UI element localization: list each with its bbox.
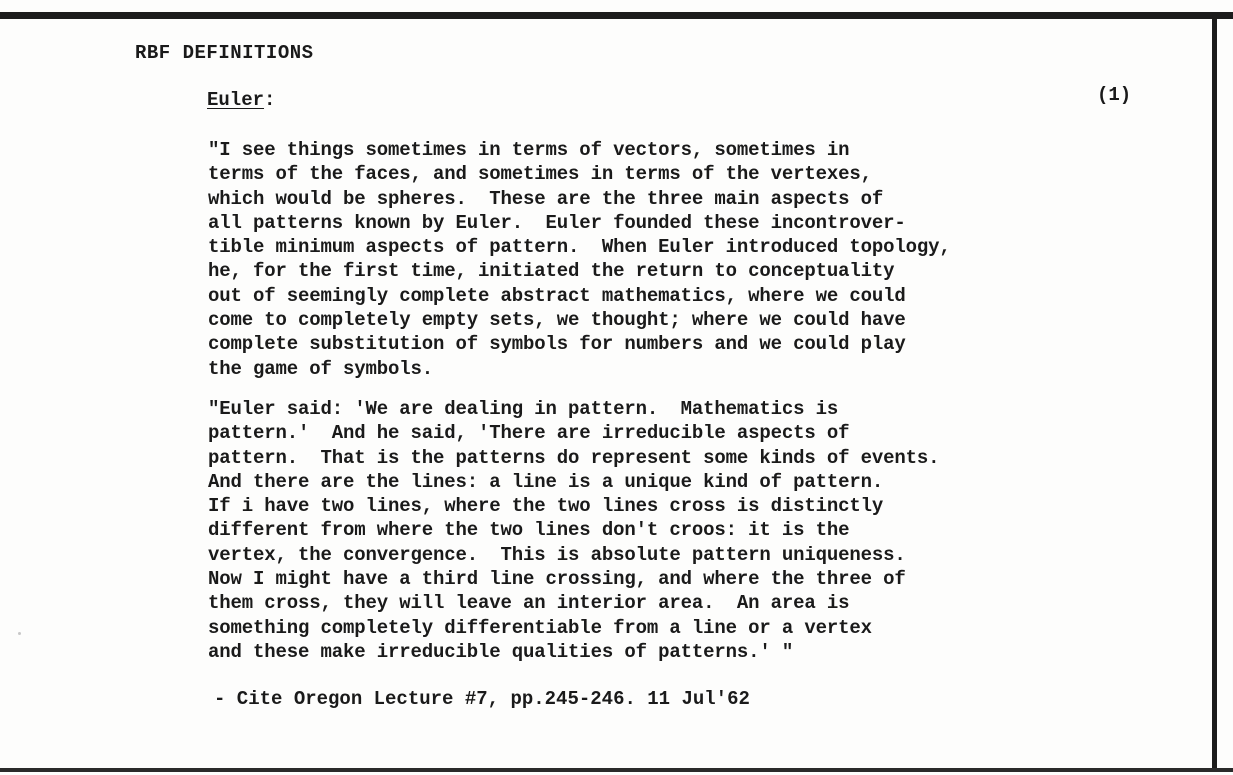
entry-title-colon: : (264, 89, 276, 111)
quote-paragraph-2: "Euler said: 'We are dealing in pattern. Mathematics is pattern.' And he said, 'There are irreducible aspects of pattern. That is the patterns do represent some kinds of events. And there are the lines: a line is a unique kind of pattern. If i have two lines, where the two lines cross is distinctly different from where the two lines don't croos: it is the vertex, the convergence. This is absolute pattern uniqueness. Now I might have a third line crossing, and where the three of them cross, they will leave an interior area. An area is something completely differentiable from a line or a vertex and these make irreducible qualities of patterns.' " (208, 398, 940, 663)
document-header: RBF DEFINITIONS (135, 42, 314, 64)
page-number: (1) (1097, 84, 1132, 106)
bottom-border-rule (0, 768, 1233, 772)
quote-paragraph-1: "I see things sometimes in terms of vectors, sometimes in terms of the faces, and sometimes in terms of the vertexes, which would be spheres. These are the three main aspects of all patterns known by Euler. Euler founded these incontrover- tible minimum aspects of pattern. When Euler introduced topology, he, for the first time, initiated the return to conceptuality out of seemingly complete abstract mathematics, where we could come to completely empty sets, we thought; where we could have complete substitution of symbols for numbers and we could play the game of symbols. (208, 139, 951, 380)
top-border-rule (0, 12, 1233, 19)
entry-title (207, 89, 275, 111)
paper-speck (18, 632, 21, 635)
entry-title-name: Euler (207, 89, 265, 111)
citation: - Cite Oregon Lecture #7, pp.245-246. 11 Jul'62 (214, 688, 750, 710)
right-border-rule (1212, 12, 1217, 772)
